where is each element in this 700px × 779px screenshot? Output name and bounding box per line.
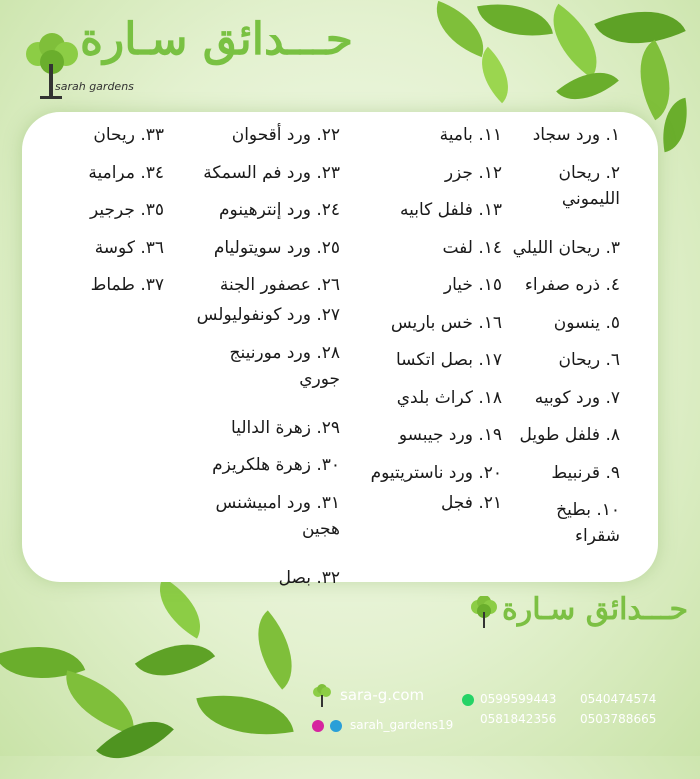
logo-text: sarah gardens	[55, 80, 134, 93]
website-link[interactable]: sara-g.com	[340, 686, 425, 704]
list-item: ١٦. خس باريس	[390, 312, 502, 333]
list-item: ٢. ريحان الليموني	[558, 162, 620, 209]
list-item: ٢٣. ورد فم السمكة	[203, 162, 340, 183]
list-item: ٦. ريحان	[558, 350, 620, 370]
list-item: ١١. بامية	[439, 125, 502, 145]
list-item: ٧. ورد كوبيه	[534, 387, 620, 408]
list-item: ١. ورد سجاد	[532, 125, 620, 145]
list-item: ٣٤. مرامية	[88, 162, 164, 183]
column-4	[64, 122, 164, 310]
list-item: ٣٦. كوسة	[94, 237, 164, 258]
phone-number[interactable]: 0503788665	[580, 712, 657, 726]
list-item: ٢٨. ورد مورنينج جوري	[229, 342, 340, 389]
column-3	[180, 122, 340, 602]
list-item: ٢٤. ورد إنترهينوم	[219, 200, 340, 220]
tree-icon	[312, 684, 332, 708]
list-item: ٣١. ورد امبيشنس هجين	[215, 492, 340, 539]
instagram-icon	[312, 720, 324, 732]
list-item: ٣٣. ريحان	[93, 125, 164, 145]
list-item: ٨. فلفل طويل	[519, 425, 620, 445]
whatsapp-icon	[462, 694, 474, 706]
list-item: ١٠. بطيخ شقراء	[556, 500, 620, 546]
list-item: ١٧. بصل اتكسا	[395, 350, 502, 370]
list-item: ٣٧. طماط	[90, 275, 164, 295]
list-item: ٢٠. ورد ناستريتيوم	[370, 462, 502, 483]
list-item: ١٩. ورد جيبسو	[398, 425, 502, 445]
tree-icon	[470, 596, 498, 630]
list-item: ١٣. فلفل كابيه	[400, 200, 502, 220]
list-item: ٥. ينسون	[553, 312, 620, 333]
list-item: ١٨. كراث بلدي	[396, 387, 502, 408]
list-item: ٣٢. بصل	[278, 567, 340, 588]
list-item: ٢٢. ورد أقحوان	[231, 125, 340, 145]
phone-number[interactable]: 0599599443	[480, 692, 557, 706]
instagram-handle[interactable]: sarah_gardens19	[350, 718, 454, 732]
list-item: ٢١. فجل	[440, 492, 502, 513]
list-item: ٩. قرنبيط	[551, 462, 620, 483]
list-item: ١٢. جزر	[444, 162, 502, 183]
column-2	[322, 122, 502, 527]
list-item: ١٥. خيار	[443, 275, 502, 295]
list-item: ٤. ذره صفراء	[524, 275, 620, 295]
list-item: ٢٥. ورد سويتوليام	[213, 237, 340, 258]
list-item: ٢٦. عصفور الجنة	[219, 275, 340, 295]
twitter-icon	[330, 720, 342, 732]
list-item: ٢٧. ورد كونفوليولس	[196, 305, 340, 325]
page-title: حـــدائق سـارة	[80, 14, 353, 65]
phone-number[interactable]: 0581842356	[480, 712, 557, 726]
list-item: ٣٥. جرجير	[90, 200, 164, 220]
tree-icon	[22, 32, 82, 104]
list-item: ٣. ريحان الليلي	[512, 237, 620, 258]
list-item: ٢٩. زهرة الداليا	[231, 417, 340, 438]
list-item: ٣٠. زهرة هلكريزم	[212, 455, 340, 475]
contact-bar	[310, 680, 700, 756]
phone-number[interactable]: 0540474574	[580, 692, 657, 706]
list-item: ١٤. لفت	[442, 237, 502, 258]
